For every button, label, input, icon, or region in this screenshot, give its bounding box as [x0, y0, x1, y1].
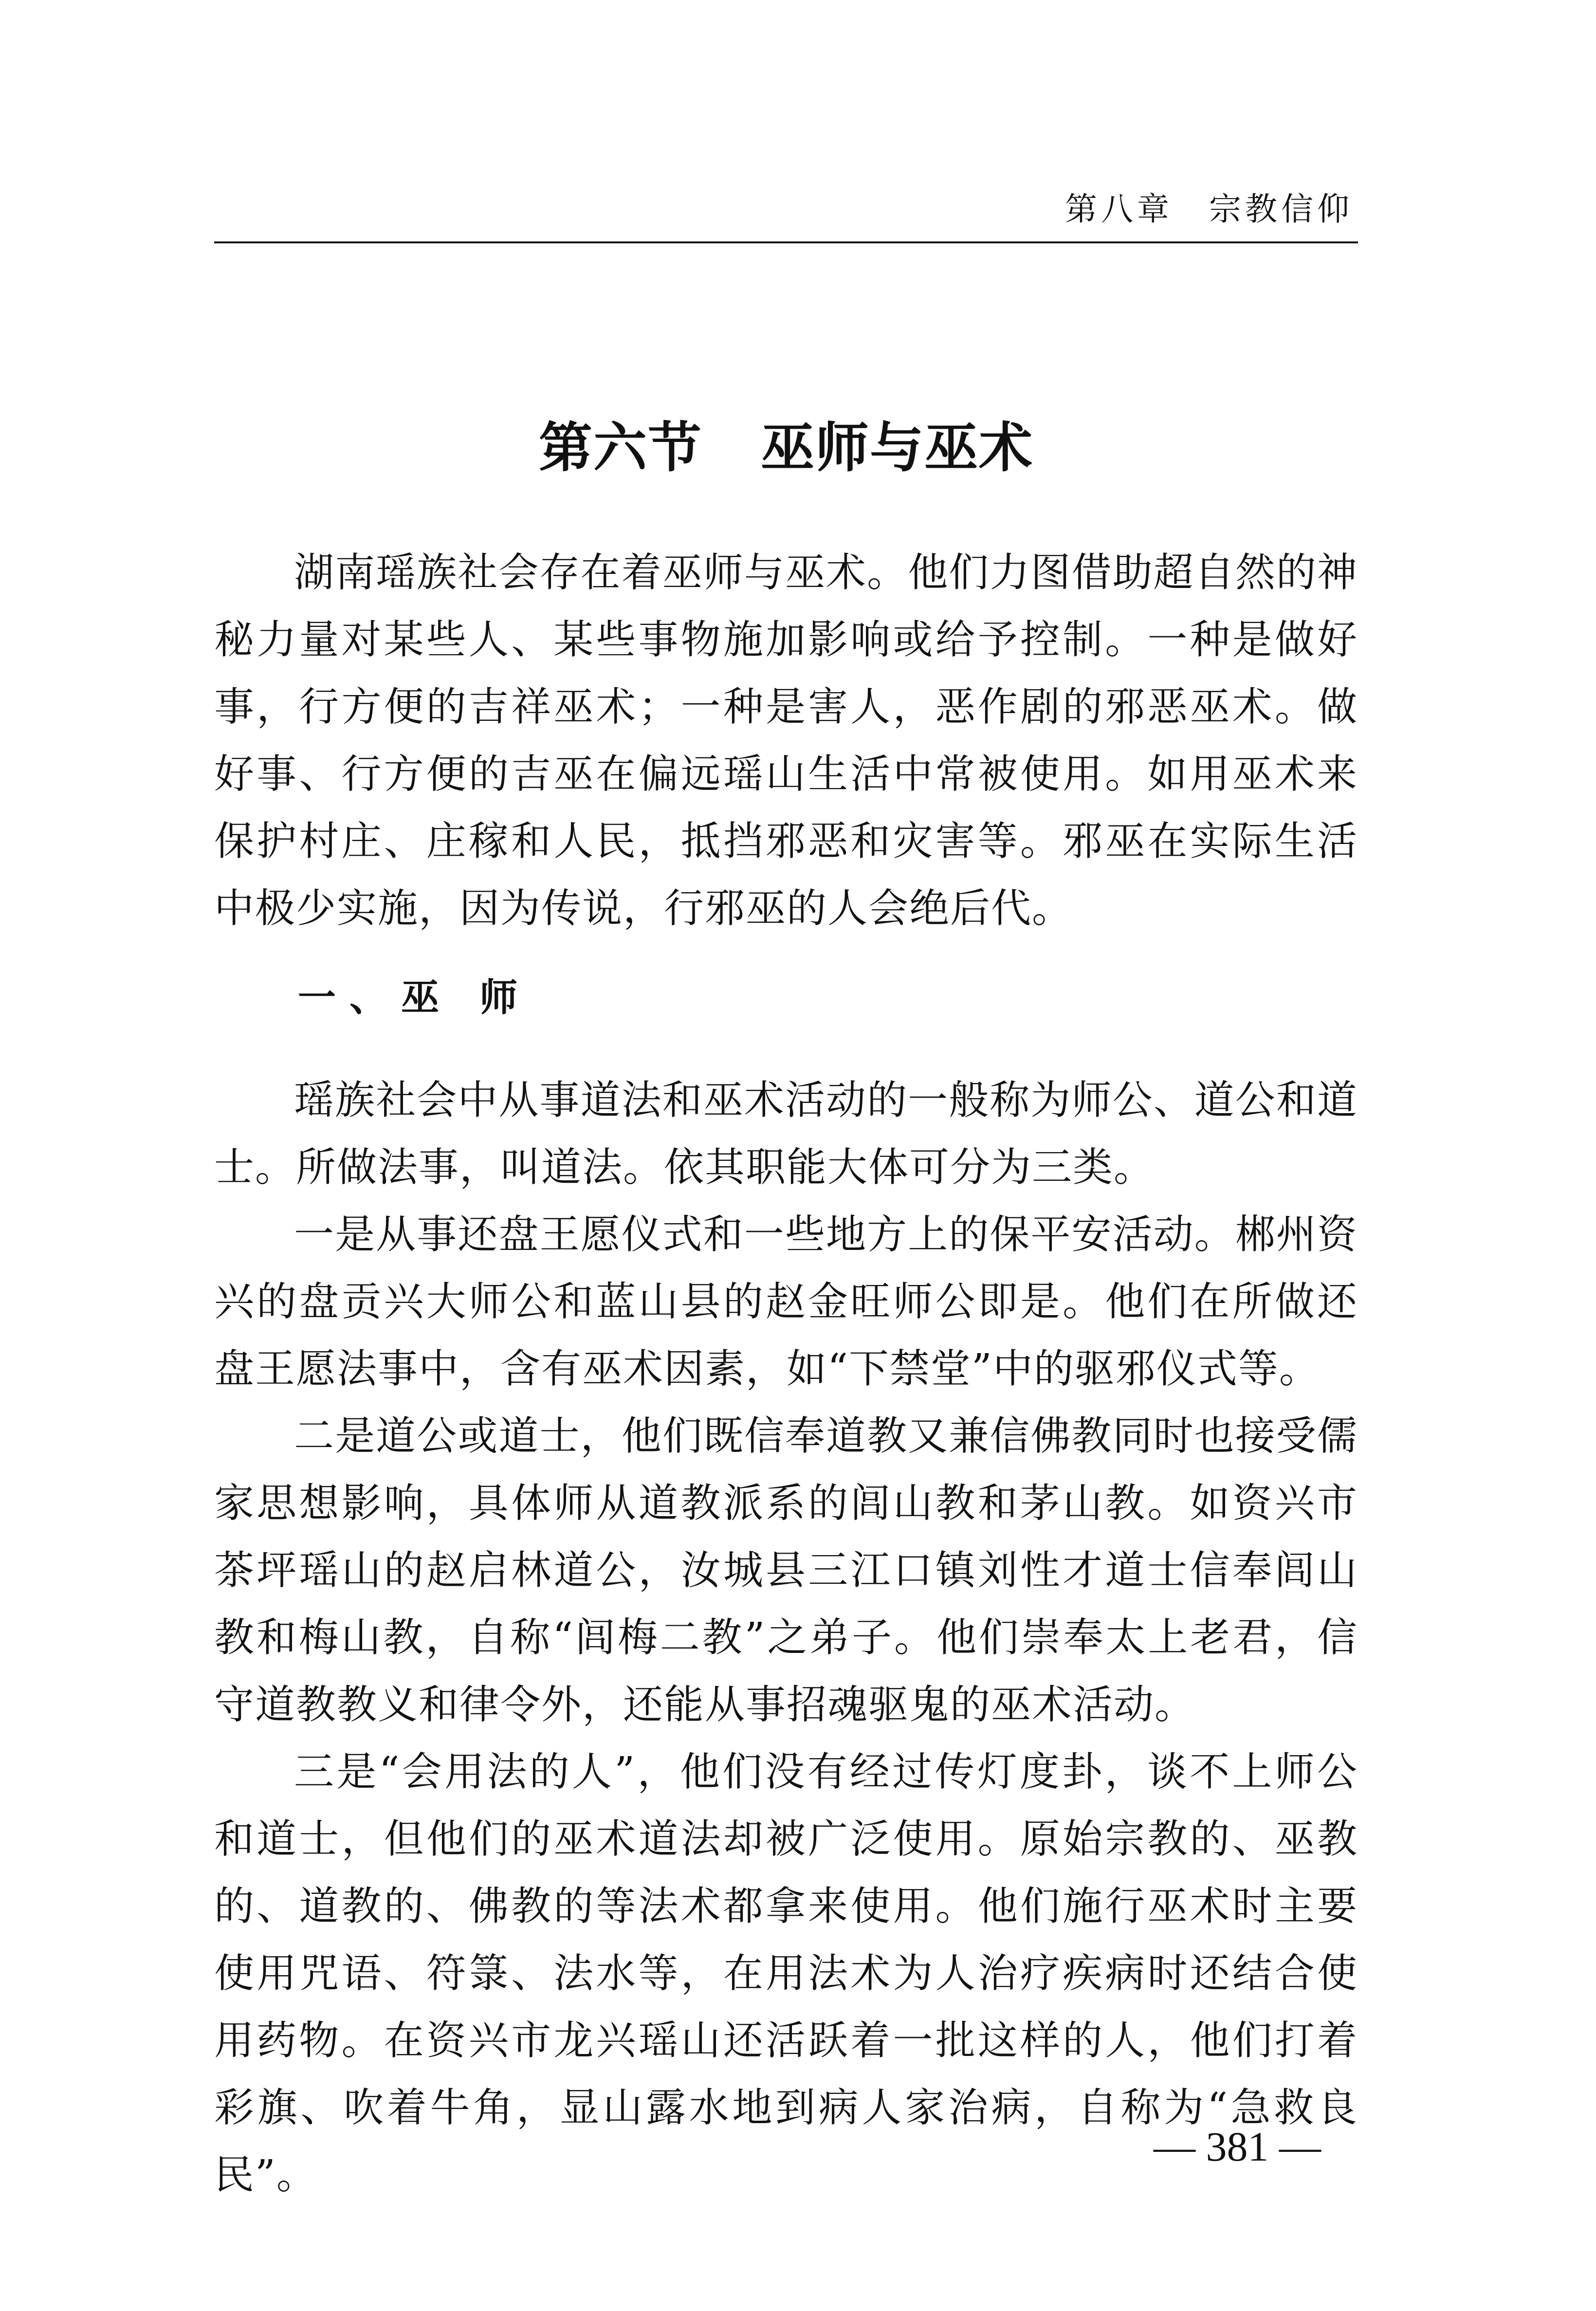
- section-title-text: 巫师与巫术: [761, 417, 1033, 479]
- section-title: [214, 414, 1358, 482]
- intro-paragraph: 湖南瑶族社会存在着巫师与巫术。他们力图借助超自然的神秘力量对某些人、某些事物施加影响或给予控制。一种是做好事，行方便的吉祥巫术；一种是害人，恶作剧的邪恶巫术。做好事、行方便的吉巫在偏远瑶山生活中常被使用。如用巫术来保护村庄、庄稼和人民，抵挡邪恶和灾害等。邪巫在实际生活中极少实施，因为传说，行邪巫的人会绝后代。: [214, 550, 1358, 932]
- body-paragraph: 三是“会用法的人”，他们没有经过传灯度卦，谈不上师公和道士，但他们的巫术道法却被广泛使用。原始宗教的、巫教的、道教的、佛教的等法术都拿来使用。他们施行巫术时主要使用咒语、符箓、法水等，在用法术为人治疗疾病时还结合使用药物。在资兴市龙兴瑶山还活跃着一批这样的人，他们打着彩旗、吹着牛角，显山露水地到病人家治病，自称为“急救良民”。: [214, 1749, 1358, 2198]
- body-paragraph: 一是从事还盘王愿仪式和一些地方上的保平安活动。郴州资兴的盘贡兴大师公和蓝山县的赵金旺师公即是。他们在所做还盘王愿法事中，含有巫术因素，如“下禁堂”中的驱邪仪式等。: [214, 1211, 1358, 1392]
- body-paragraph: 瑶族社会中从事道法和巫术活动的一般称为师公、道公和道士。所做法事，叫道法。依其职能大体可分为三类。: [214, 1077, 1358, 1191]
- running-header-text: 第八章 宗教信仰: [1065, 190, 1353, 228]
- section-number: 第六节: [539, 417, 702, 479]
- intro-block: [214, 539, 1358, 942]
- body-paragraph: 二是道公或道士，他们既信奉道教又兼信佛教同时也接受儒家思想影响，具体师从道教派系的闾山教和茅山教。如资兴市茶坪瑶山的赵启林道公，汝城县三江口镇刘性才道士信奉闾山教和梅山教，自称“闾梅二教”之弟子。他们崇奉太上老君，信守道教教义和律令外，还能从事招魂驱鬼的巫术活动。: [214, 1413, 1358, 1728]
- running-header: [214, 185, 1358, 243]
- page-number: — 381 —: [1154, 2123, 1321, 2170]
- subsection-heading: 一、巫 师: [298, 976, 532, 1020]
- subsection-body: [214, 1067, 1358, 2209]
